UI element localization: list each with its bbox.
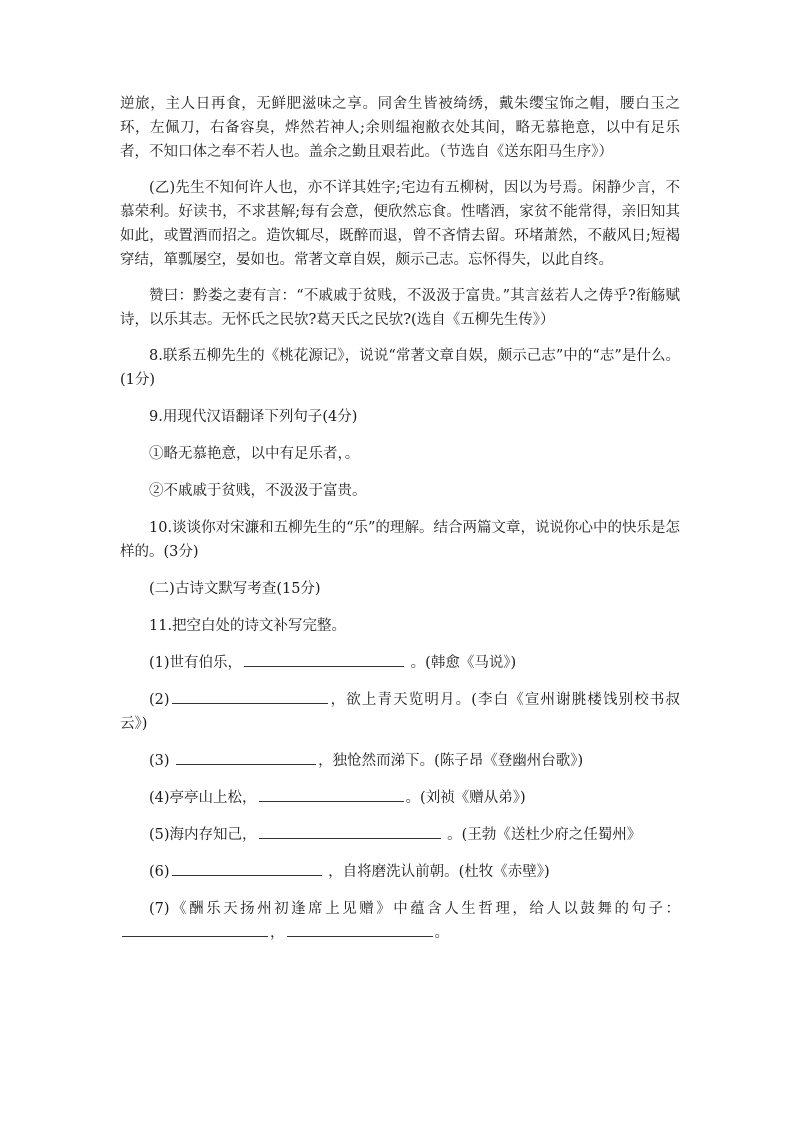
fill-3-suffix: ，独怆然而涕下。(陈子昂《登幽州台歌》) (318, 753, 584, 769)
fill-5-suffix: 。(王勃《送杜少府之任蜀州》 (442, 827, 642, 843)
fill-7-text: (7)《酬乐天扬州初逢席上见赠》中蕴含人生哲理，给人以鼓舞的句子： (149, 901, 680, 917)
fill-item-2 (120, 688, 680, 736)
fill-item-3 (120, 749, 680, 773)
fill-4-blank[interactable] (259, 786, 404, 802)
fill-3-blank[interactable] (176, 749, 316, 765)
passage-b-zan: 赞曰：黔娄之妻有言：“不戚戚于贫贱，不汲汲于富贵。”其言兹若人之俦乎?衔觞赋诗，以乐其志。无怀氏之民欤?葛天氏之民欤?(选自《五柳先生传》） (120, 288, 680, 328)
fill-item-1 (120, 651, 680, 675)
document-page (120, 92, 680, 945)
question-8: 8.联系五柳先生的《桃花源记》，说说“常著文章自娱，颇示己志”中的“志”是什么。(1分) (120, 348, 680, 388)
section-2-heading: (二)古诗文默写考查(15分) (149, 581, 321, 597)
fill-7-blank-a[interactable] (122, 921, 268, 937)
fill-7-end: 。 (434, 925, 449, 941)
fill-item-7 (120, 897, 680, 945)
fill-7-separator: ， (270, 925, 285, 941)
passage-b-body: (乙)先生不知何许人也，亦不详其姓字;宅边有五柳树，因以为号焉。闲静少言，不慕荣利。好读书，不求甚解;每有会意，便欣然忘食。性嗜酒，家贫不能常得，亲旧知其如此，或置酒而招之。造饮辄尽，既醉而退，曾不吝情去留。环堵萧然，不蔽风日;短褐穿结，箪瓢屡空，晏如也。常著文章自娱，颇示己志。忘怀得失，以此自终。 (120, 180, 680, 268)
fill-1-suffix: 。(韩愈《马说》) (406, 655, 517, 671)
fill-6-blank[interactable] (172, 860, 322, 876)
fill-item-5 (120, 823, 680, 847)
fill-6-suffix: ，自将磨洗认前朝。(杜牧《赤壁》) (323, 864, 550, 880)
fill-2-blank[interactable] (172, 688, 328, 704)
question-9-item-1: ①略无慕艳意，以中有足乐者，。 (149, 446, 360, 462)
fill-2-suffix: ，欲上青天览明月。(李白《宣州谢朓楼饯别校书叔云》) (120, 692, 680, 732)
question-9-item-2: ②不戚戚于贫贱，不汲汲于富贵。 (149, 483, 367, 499)
fill-6-prefix: (6) (149, 864, 170, 880)
fill-item-6 (120, 860, 680, 884)
fill-5-prefix: (5)海内存知己， (149, 827, 257, 843)
fill-2-prefix: (2) (149, 692, 170, 708)
fill-3-prefix: (3) (149, 753, 175, 769)
fill-4-suffix: 。(刘祯《赠从弟》) (405, 790, 526, 806)
passage-a-tail: 逆旅，主人日再食，无鲜肥滋味之享。同舍生皆被绮绣，戴朱缨宝饰之帽，腰白玉之环，左佩刀，右备容臭，烨然若神人;余则缊袍敝衣处其间，略无慕艳意，以中有足乐者，不知口体之奉不若人也。盖余之勤且艰若此。（节选自《送东阳马生序》） (120, 96, 680, 160)
fill-1-prefix: (1)世有伯乐， (149, 655, 243, 671)
fill-5-blank[interactable] (259, 823, 441, 839)
question-9: 9.用现代汉语翻译下列句子(4分) (149, 409, 358, 425)
fill-item-4 (120, 786, 680, 810)
question-10: 10.谈谈你对宋濂和五柳先生的“乐”的理解。结合两篇文章，说说你心中的快乐是怎样的。(3分) (120, 520, 680, 560)
fill-4-prefix: (4)亭亭山上松， (149, 790, 257, 806)
fill-1-blank[interactable] (244, 651, 404, 667)
question-11: 11.把空白处的诗文补写完整。 (149, 618, 347, 634)
fill-7-blank-b[interactable] (287, 921, 433, 937)
